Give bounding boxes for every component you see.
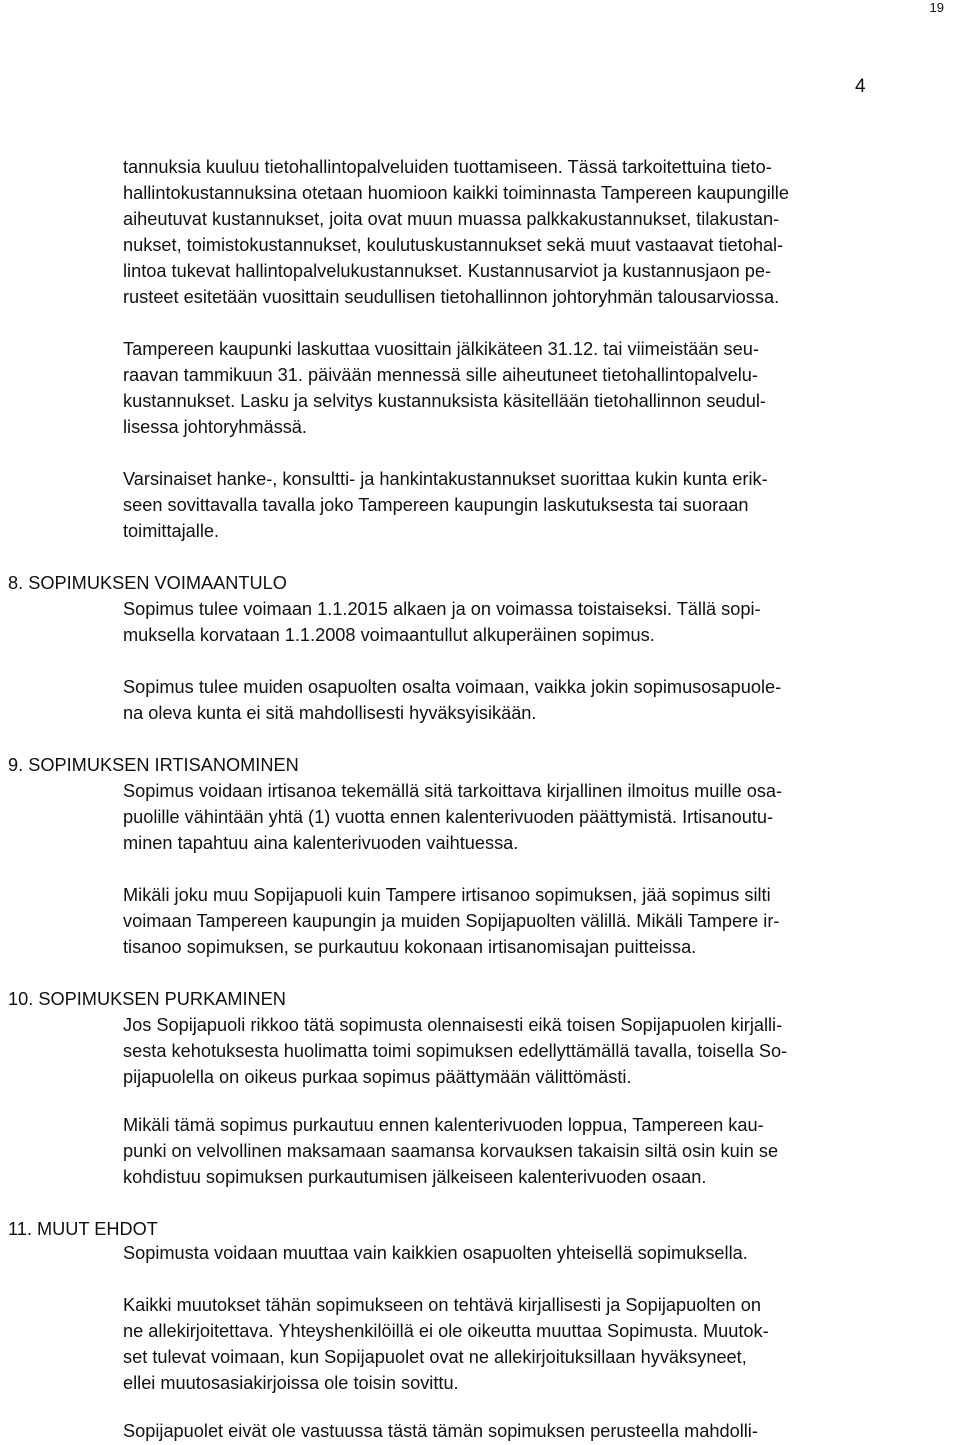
text-line: Tampereen kaupunki laskuttaa vuosittain jälkikäteen 31.12. tai viimeistään seu- [123,339,759,359]
text-line: muksella korvataan 1.1.2008 voimaantullut alkuperäinen sopimus. [123,625,655,645]
text-line: puolille vähintään yhtä (1) vuotta ennen kalenterivuoden päättymistä. Irtisanoutu- [123,807,774,827]
text-line: rusteet esitetään vuosittain seudullisen tietohallinnon johtoryhmän talousarviossa. [123,287,780,307]
text-line: Sopijapuolet eivät ole vastuussa tästä tämän sopimuksen perusteella mahdolli- [123,1421,758,1441]
text-line: sesta kehotuksesta huolimatta toimi sopimuksen edellyttämällä tavalla, toisella So- [123,1041,788,1061]
section-heading-8: 8. SOPIMUKSEN VOIMAANTULO [8,573,287,593]
text-line: Varsinaiset hanke-, konsultti- ja hankintakustannukset suorittaa kukin kunta erik- [123,469,768,489]
paragraph-cost-definition [123,154,933,310]
paragraph-section-9-a [123,778,933,856]
text-line: Jos Sopijapuoli rikkoo tätä sopimusta olennaisesti eikä toisen Sopijapuolen kirjalli- [123,1015,783,1035]
document-page-number: 4 [855,76,866,97]
paragraph-invoicing [123,336,933,440]
paragraph-section-10-a [123,1012,933,1090]
text-line: nukset, toimistokustannukset, koulutuskustannukset sekä muut vastaavat tietohal- [123,235,784,255]
text-line: punki on velvollinen maksamaan saamansa korvauksen takaisin siltä osin kuin se [123,1141,779,1161]
text-line: tannuksia kuuluu tietohallintopalveluiden tuottamiseen. Tässä tarkoitettuina tieto- [123,157,772,177]
paragraph-section-11-c [123,1418,933,1444]
text-line: ellei muutosasiakirjoissa ole toisin sovittu. [123,1373,459,1393]
section-heading-9: 9. SOPIMUKSEN IRTISANOMINEN [8,755,299,775]
text-line: kohdistuu sopimuksen purkautumisen jälkeiseen kalenterivuoden osaan. [123,1167,707,1187]
text-line: lisessa johtoryhmässä. [123,417,307,437]
text-line: set tulevat voimaan, kun Sopijapuolet ovat ne allekirjoituksillaan hyväksyneet, [123,1347,747,1367]
text-line: raavan tammikuun 31. päivään mennessä sille aiheutuneet tietohallintopalvelu- [123,365,758,385]
paragraph-section-11-a [123,1240,933,1266]
text-line: toimittajalle. [123,521,220,541]
text-line: seen sovittavalla tavalla joko Tampereen kaupungin laskutuksesta tai suoraan [123,495,749,515]
paragraph-section-10-b [123,1112,933,1190]
text-line: pijapuolella on oikeus purkaa sopimus päättymään välittömästi. [123,1067,632,1087]
pdf-page-number: 19 [929,0,944,15]
paragraph-section-9-b [123,882,933,960]
text-line: ne allekirjoitettava. Yhteyshenkilöillä ei ole oikeutta muuttaa Sopimusta. Muutok- [123,1321,769,1341]
text-line: Mikäli tämä sopimus purkautuu ennen kalenterivuoden loppua, Tampereen kau- [123,1115,764,1135]
text-line: hallintokustannuksina otetaan huomioon kaikki toiminnasta Tampereen kaupungille [123,183,789,203]
text-line: Mikäli joku muu Sopijapuoli kuin Tampere irtisanoo sopimuksen, jää sopimus silti [123,885,771,905]
paragraph-section-11-b [123,1292,933,1396]
paragraph-section-8-a [123,596,933,648]
text-line: voimaan Tampereen kaupungin ja muiden Sopijapuolten välillä. Mikäli Tampere ir- [123,911,780,931]
text-line: Sopimus tulee voimaan 1.1.2015 alkaen ja on voimassa toistaiseksi. Tällä sopi- [123,599,761,619]
text-line: lintoa tukevat hallintopalvelukustannukset. Kustannusarviot ja kustannusjaon pe- [123,261,772,281]
section-heading-10: 10. SOPIMUKSEN PURKAMINEN [8,989,286,1009]
paragraph-section-8-b [123,674,933,726]
text-line: tisanoo sopimuksen, se purkautuu kokonaan irtisanomisajan puitteissa. [123,937,697,957]
text-line: minen tapahtuu aina kalenterivuoden vaihtuessa. [123,833,519,853]
text-line: na oleva kunta ei sitä mahdollisesti hyväksyisikään. [123,703,537,723]
text-line: kustannukset. Lasku ja selvitys kustannuksista käsitellään tietohallinnon seudul- [123,391,766,411]
section-heading-11: 11. MUUT EHDOT [8,1219,158,1239]
text-line: Sopimus voidaan irtisanoa tekemällä sitä tarkoittava kirjallinen ilmoitus muille osa- [123,781,783,801]
text-line: Sopimusta voidaan muuttaa vain kaikkien osapuolten yhteisellä sopimuksella. [123,1243,748,1263]
paragraph-project-costs [123,466,933,544]
text-line: Kaikki muutokset tähän sopimukseen on tehtävä kirjallisesti ja Sopijapuolten on [123,1295,761,1315]
text-line: aiheutuvat kustannukset, joita ovat muun muassa palkkakustannukset, tilakustan- [123,209,780,229]
text-line: Sopimus tulee muiden osapuolten osalta voimaan, vaikka jokin sopimusosapuole- [123,677,782,697]
